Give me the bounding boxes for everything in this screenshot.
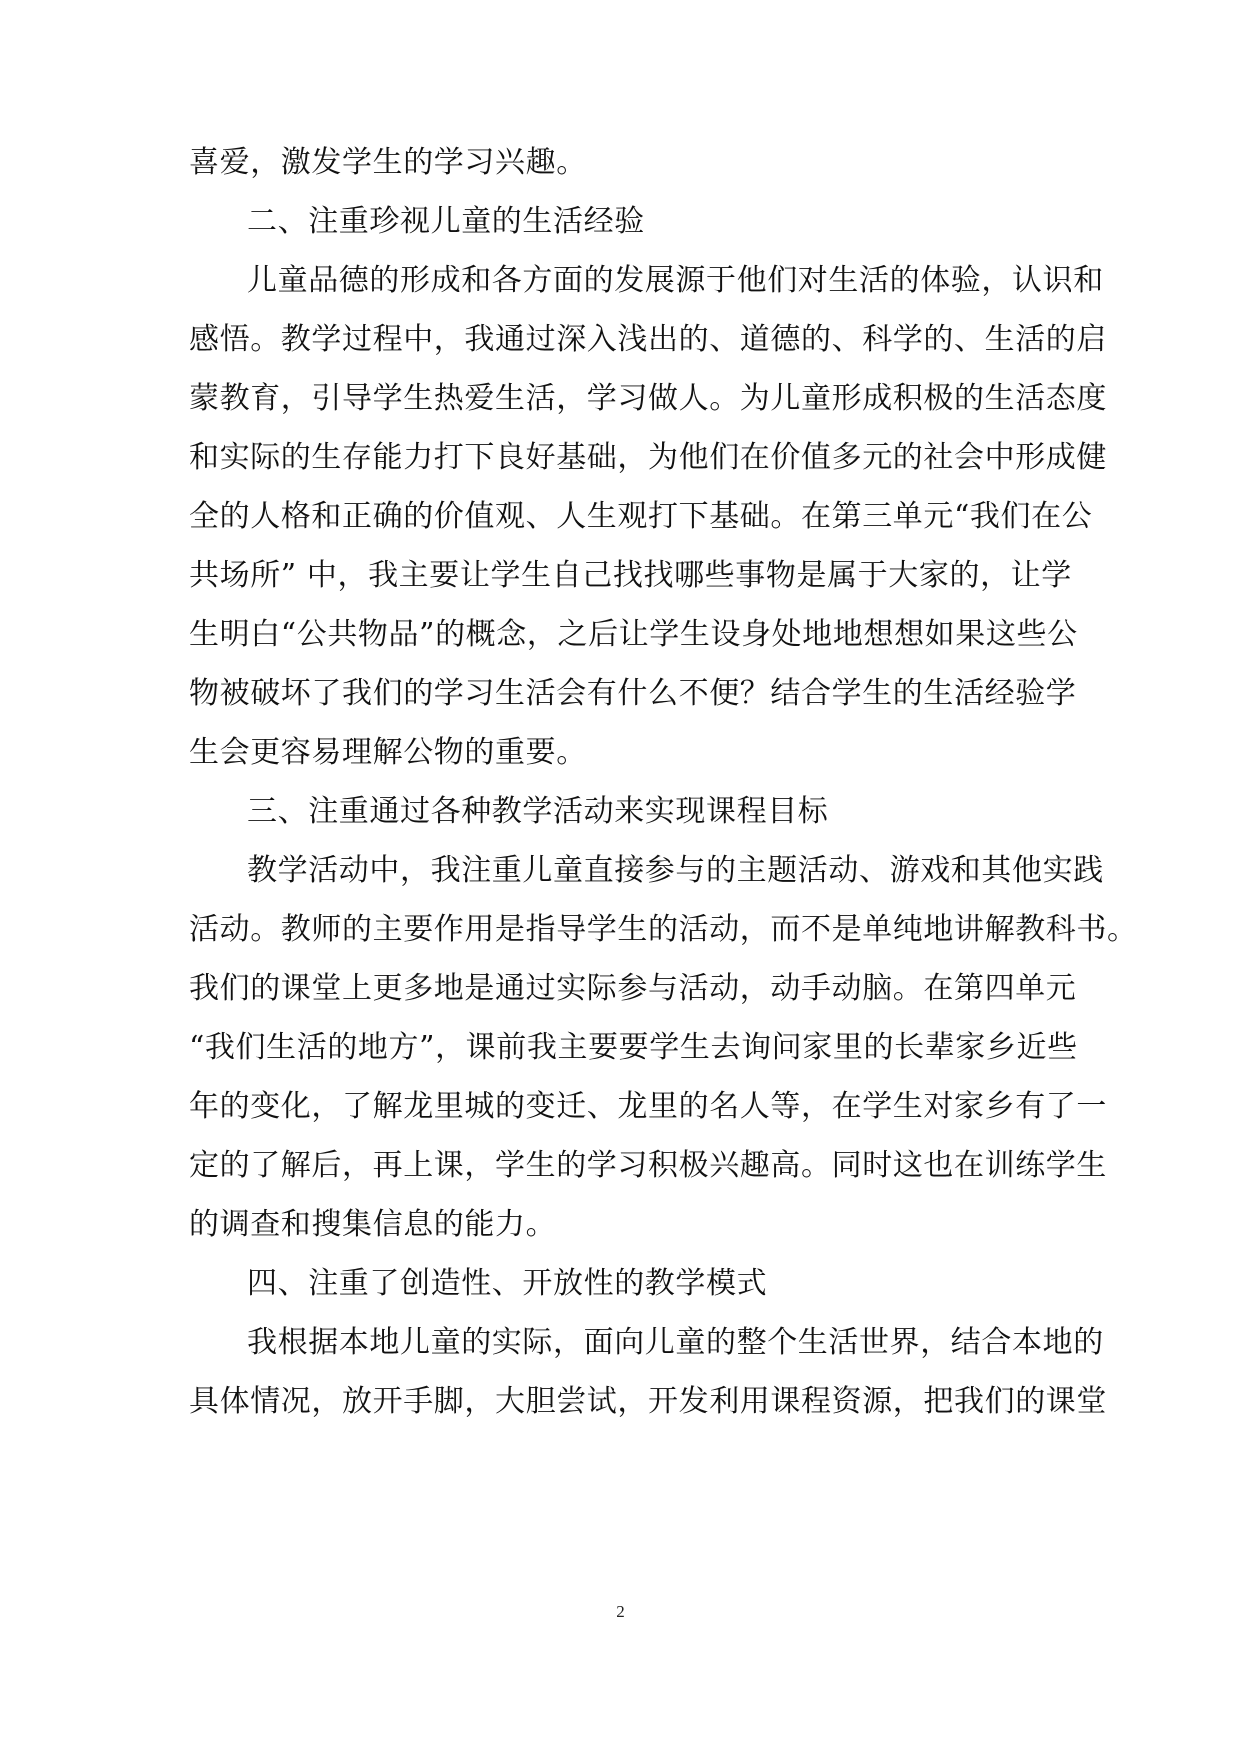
text-line: 喜爱，激发学生的学习兴趣。 bbox=[189, 145, 587, 180]
text-line: 生会更容易理解公物的重要。 bbox=[189, 735, 587, 770]
text-line: 蒙教育，引导学生热爱生活，学习做人。为儿童形成积极的生活态度 bbox=[189, 381, 1107, 416]
page-number: 2 bbox=[616, 1602, 625, 1621]
text-line: 定的了解后，再上课，学生的学习积极兴趣高。同时这也在训练学生 bbox=[189, 1148, 1107, 1183]
text-line: 具体情况，放开手脚，大胆尝试，开发利用课程资源，把我们的课堂 bbox=[189, 1384, 1107, 1419]
text-line: 我们的课堂上更多地是通过实际参与活动，动手动脑。在第四单元 bbox=[189, 971, 1077, 1006]
section-heading-3: 三、注重通过各种教学活动来实现课程目标 bbox=[247, 794, 829, 829]
text-line: 感悟。教学过程中，我通过深入浅出的、道德的、科学的、生活的启 bbox=[189, 322, 1107, 357]
text-line: 活动。教师的主要作用是指导学生的活动，而不是单纯地讲解教科书。 bbox=[189, 912, 1138, 947]
text-line: 全的人格和正确的价值观、人生观打下基础。在第三单元“我们在公 bbox=[189, 499, 1093, 534]
text-line: 我根据本地儿童的实际，面向儿童的整个生活世界，结合本地的 bbox=[247, 1325, 1104, 1360]
text-line: 物被破坏了我们的学习生活会有什么不便？结合学生的生活经验学 bbox=[189, 676, 1077, 711]
text-line: 的调查和搜集信息的能力。 bbox=[189, 1207, 557, 1242]
text-line: 儿童品德的形成和各方面的发展源于他们对生活的体验，认识和 bbox=[247, 263, 1104, 298]
text-line: 共场所” 中，我主要让学生自己找找哪些事物是属于大家的，让学 bbox=[189, 558, 1072, 593]
text-line: 教学活动中，我注重儿童直接参与的主题活动、游戏和其他实践 bbox=[247, 853, 1104, 888]
section-heading-4: 四、注重了创造性、开放性的教学模式 bbox=[247, 1266, 768, 1301]
section-heading-2: 二、注重珍视儿童的生活经验 bbox=[247, 204, 645, 239]
text-line: “我们生活的地方”，课前我主要要学生去询问家里的长辈家乡近些 bbox=[189, 1030, 1078, 1065]
text-line: 生明白“公共物品”的概念，之后让学生设身处地地想想如果这些公 bbox=[189, 617, 1078, 652]
text-line: 和实际的生存能力打下良好基础，为他们在价值多元的社会中形成健 bbox=[189, 440, 1107, 475]
text-line: 年的变化，了解龙里城的变迁、龙里的名人等，在学生对家乡有了一 bbox=[189, 1089, 1107, 1124]
